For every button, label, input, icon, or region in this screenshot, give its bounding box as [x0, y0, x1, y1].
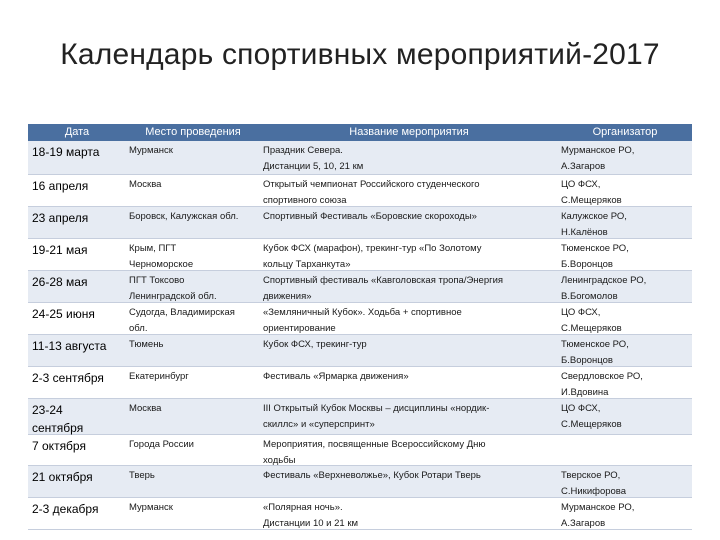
cell-line: ЦО ФСХ,: [561, 307, 601, 318]
events-table: [28, 124, 692, 530]
cell-place: [129, 369, 189, 385]
cell-line: А.Загаров: [561, 517, 606, 529]
table-row: [28, 303, 692, 335]
cell-line: 16 апреля: [32, 179, 89, 193]
cell-line: Открытый чемпионат Российского студенческого: [263, 179, 480, 190]
cell-line: Тюмень: [129, 339, 164, 350]
cell-date: [32, 305, 95, 323]
cell-line: В.Богомолов: [561, 290, 618, 302]
cell-line: скиллс» и «суперспринт»: [263, 418, 375, 430]
cell-date: [32, 500, 98, 518]
cell-line: Мурманское РО,: [561, 145, 635, 156]
cell-place: [129, 500, 173, 516]
cell-event: [263, 241, 482, 272]
table-row: [28, 175, 692, 207]
cell-date: [32, 401, 83, 437]
cell-organizer: [561, 273, 646, 304]
cell-line: ЦО ФСХ,: [561, 179, 601, 190]
cell-organizer: [561, 369, 643, 400]
cell-line: ПГТ Токсово: [129, 275, 185, 286]
cell-event: [263, 177, 480, 208]
cell-organizer: [561, 143, 634, 174]
cell-organizer: [561, 468, 626, 499]
cell-line: Тверское РО,: [561, 470, 621, 481]
cell-line: 18-19 марта: [32, 145, 100, 159]
table-row: [28, 207, 692, 239]
cell-line: Фестиваль «Ярмарка движения»: [263, 371, 409, 382]
cell-date: [32, 209, 88, 227]
table-row: [28, 399, 692, 435]
cell-organizer: [561, 209, 627, 240]
table-row: [28, 239, 692, 271]
cell-event: [263, 273, 503, 304]
table-row: [28, 271, 692, 303]
cell-line: Москва: [129, 403, 162, 414]
cell-line: Фестиваль «Верхневолжье», Кубок Ротари Тверь: [263, 470, 481, 481]
cell-line: Калужское РО,: [561, 211, 627, 222]
page-title: Календарь спортивных мероприятий-2017: [60, 38, 660, 71]
cell-line: 23-24: [32, 403, 63, 417]
cell-line: С.Никифорова: [561, 485, 627, 497]
table-row: [28, 498, 692, 530]
cell-date: [32, 437, 86, 455]
cell-date: [32, 143, 99, 161]
cell-line: 11-13 августа: [32, 339, 107, 353]
cell-place: [129, 305, 235, 336]
cell-line: Ленинградской обл.: [129, 290, 217, 302]
cell-date: [32, 337, 106, 355]
cell-line: Екатеринбург: [129, 371, 189, 382]
cell-line: 24-25 июня: [32, 307, 95, 321]
table-row: [28, 335, 692, 367]
cell-line: «Полярная ночь».: [263, 502, 343, 513]
cell-line: Н.Калёнов: [561, 226, 608, 238]
cell-event: [263, 468, 481, 484]
cell-line: Города России: [129, 439, 194, 450]
cell-line: Крым, ПГТ: [129, 243, 177, 254]
cell-date: [32, 468, 93, 486]
cell-date: [32, 369, 104, 387]
cell-line: Мурманск: [129, 145, 173, 156]
cell-event: [263, 437, 486, 468]
cell-place: [129, 177, 161, 193]
cell-line: 26-28 мая: [32, 275, 88, 289]
cell-line: Б.Воронцов: [561, 258, 613, 270]
cell-line: Праздник Севера.: [263, 145, 343, 156]
cell-line: Спортивный фестиваль «Кавголовская тропа/Энергия: [263, 275, 504, 286]
cell-line: 21 октября: [32, 470, 93, 484]
cell-date: [32, 241, 87, 259]
cell-line: Москва: [129, 179, 162, 190]
header-event: Название мероприятия: [349, 126, 469, 138]
cell-organizer: [561, 241, 629, 272]
cell-date: [32, 273, 87, 291]
cell-place: [129, 337, 163, 353]
cell-place: [129, 401, 161, 417]
cell-line: 23 апреля: [32, 211, 89, 225]
cell-line: кольцу Тарханкута»: [263, 258, 351, 270]
cell-line: «Земляничный Кубок». Ходьба + спортивное: [263, 307, 462, 318]
cell-event: [263, 209, 477, 225]
cell-line: ориентирование: [263, 322, 336, 334]
cell-event: [263, 337, 367, 353]
cell-line: 19-21 мая: [32, 243, 88, 257]
cell-line: Мероприятия, посвященные Всероссийскому Дню: [263, 439, 486, 450]
cell-line: Тюменское РО,: [561, 243, 629, 254]
cell-line: С.Мещеряков: [561, 418, 622, 430]
table-row: [28, 141, 692, 175]
cell-line: движения»: [263, 290, 312, 302]
table-row: [28, 367, 692, 399]
cell-line: Спортивный Фестиваль «Боровские скороходы»: [263, 211, 477, 222]
cell-line: Судогда, Владимирская: [129, 307, 235, 318]
cell-line: Мурманское РО,: [561, 502, 635, 513]
cell-organizer: [561, 337, 629, 368]
cell-line: обл.: [129, 322, 148, 334]
cell-place: [129, 241, 193, 272]
cell-line: Дистанции 5, 10, 21 км: [263, 160, 364, 172]
cell-event: [263, 369, 409, 385]
cell-line: 2-3 декабря: [32, 502, 99, 516]
cell-line: Дистанции 10 и 21 км: [263, 517, 359, 529]
cell-line: ходьбы: [263, 454, 296, 466]
cell-line: Кубок ФСХ (марафон), трекинг-тур «По Золотому: [263, 243, 482, 254]
cell-line: Ленинградское РО,: [561, 275, 647, 286]
table-row: [28, 466, 692, 498]
cell-line: 2-3 сентября: [32, 371, 104, 385]
cell-line: 7 октября: [32, 439, 86, 453]
header-date: Дата: [64, 126, 90, 138]
cell-line: С.Мещеряков: [561, 194, 622, 206]
header-place: Место проведения: [145, 126, 241, 138]
cell-line: Мурманск: [129, 502, 173, 513]
cell-event: [263, 500, 358, 531]
cell-organizer: [561, 500, 634, 531]
cell-line: Боровск, Калужская обл.: [129, 211, 239, 222]
cell-place: [129, 437, 194, 453]
cell-line: С.Мещеряков: [561, 322, 622, 334]
cell-line: Тверь: [129, 470, 155, 481]
cell-event: [263, 401, 489, 432]
cell-line: И.Вдовина: [561, 386, 609, 398]
cell-place: [129, 468, 155, 484]
cell-organizer: [561, 305, 622, 336]
cell-line: Черноморское: [129, 258, 194, 270]
cell-date: [32, 177, 88, 195]
cell-line: Тюменское РО,: [561, 339, 629, 350]
cell-line: Б.Воронцов: [561, 354, 613, 366]
cell-line: III Открытый Кубок Москвы – дисциплины «нордик-: [263, 403, 490, 414]
cell-place: [129, 143, 173, 159]
cell-line: А.Загаров: [561, 160, 606, 172]
cell-organizer: [561, 177, 622, 208]
cell-organizer: [561, 401, 622, 432]
table-row: [28, 435, 692, 466]
cell-line: спортивного союза: [263, 194, 347, 206]
cell-line: сентября: [32, 421, 84, 435]
header-organizer: Организатор: [592, 126, 658, 138]
cell-event: [263, 143, 363, 174]
cell-line: ЦО ФСХ,: [561, 403, 601, 414]
cell-line: Кубок ФСХ, трекинг-тур: [263, 339, 367, 350]
cell-event: [263, 305, 462, 336]
cell-line: Свердловское РО,: [561, 371, 643, 382]
cell-place: [129, 209, 238, 225]
table-header: [28, 124, 692, 141]
table-body: [28, 141, 692, 530]
cell-place: [129, 273, 217, 304]
